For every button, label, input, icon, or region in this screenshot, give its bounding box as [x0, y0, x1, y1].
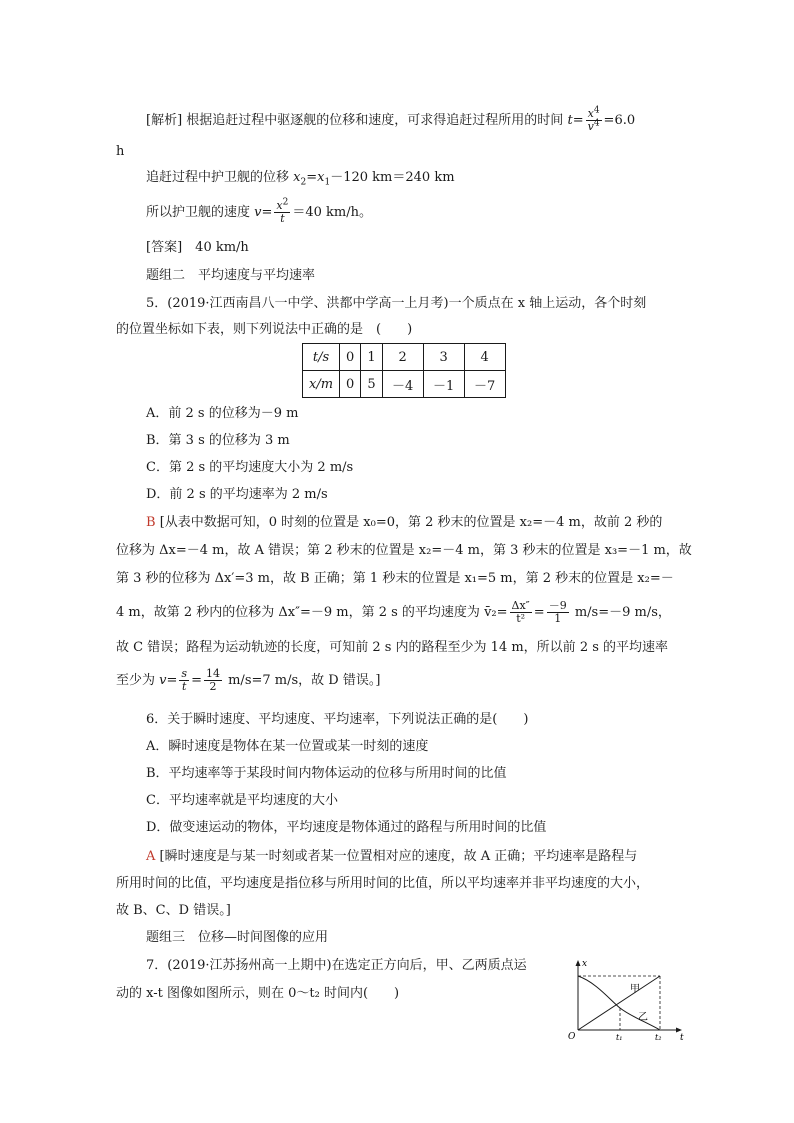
table-header-cell: 0 — [340, 344, 361, 371]
q5-option-b: B．第 3 s 的位移为 3 m — [146, 433, 290, 448]
analysis-bracket: [解析] — [146, 113, 183, 128]
y-axis-label: x — [582, 959, 588, 969]
x2-sub: 2 — [300, 177, 307, 188]
t1-label: t₁ — [616, 1033, 623, 1042]
v-var: v — [254, 205, 262, 220]
frac-den-sup: 4 — [593, 118, 600, 129]
q6-stem: 6．关于瞬时速度、平均速度、平均速率，下列说法正确的是( ) — [146, 712, 529, 727]
q5-explanation-3: 第 3 秒的位移为 Δx′=3 m，故 B 正确；第 1 秒末的位置是 x₁=5 m，第 2 秒末的位置是 x₂=－ — [116, 571, 674, 586]
velocity-pre: 所以护卫舰的速度 — [146, 205, 251, 220]
group2-heading: 题组二 平均速度与平均速率 — [146, 268, 316, 283]
q6-answer-letter: A — [146, 849, 156, 864]
q5-frac3-den: t — [182, 680, 187, 693]
q5-frac3-num: s — [181, 667, 188, 680]
table-cell: －7 — [464, 371, 505, 398]
displacement-rest: －120 km＝240 km — [330, 170, 455, 185]
position-table — [302, 343, 506, 398]
table-cell: 0 — [340, 371, 361, 398]
q5-option-a: A．前 2 s 的位移为－9 m — [146, 406, 299, 421]
q5-option-c: C．第 2 s 的平均速度大小为 2 m/s — [146, 460, 354, 475]
analysis-paragraph — [146, 105, 636, 133]
q5-frac4-den: 2 — [209, 680, 217, 693]
q5-exp6a: 至少为 — [116, 673, 156, 688]
q5-frac2-den: 1 — [554, 612, 562, 625]
x-axis-label: t — [680, 1033, 684, 1042]
frac-num: x — [587, 107, 594, 120]
velocity-rest: ＝40 km/h。 — [292, 205, 373, 220]
answer-line — [146, 240, 249, 256]
q6-explanation-1 — [146, 849, 637, 865]
frac-den: v — [587, 120, 594, 133]
q5-line1: 5．(2019·江西南昌八一中学、洪都中学高一上月考)一个质点在 x 轴上运动，各个时刻 — [146, 296, 647, 311]
q5-frac-2 — [547, 600, 569, 625]
q5-explanation-6 — [116, 668, 380, 693]
frac-num-sup: 4 — [593, 105, 600, 116]
table-header-cell: 2 — [382, 344, 423, 371]
table-cell: 5 — [361, 371, 382, 398]
q5-exp6-v: v= — [159, 673, 178, 688]
q5-explanation-4 — [116, 600, 671, 625]
q5-exp6b: m/s=7 m/s，故 D 错误。] — [228, 673, 381, 688]
q5-frac-3 — [179, 668, 189, 693]
q5-exp4a: 4 m，故第 2 秒内的位移为 Δx″=－9 m，第 2 s 的平均速度为 — [116, 605, 480, 620]
q7-line2: 动的 x-t 图像如图所示，则在 0～t₂ 时间内( ) — [116, 986, 400, 1001]
answer-bracket: [答案] — [146, 240, 183, 255]
x2-var: x — [293, 170, 301, 185]
equals: = — [572, 113, 584, 128]
q5-frac2-num: －9 — [548, 599, 567, 612]
t2-label: t₂ — [655, 1033, 662, 1042]
table-row — [303, 344, 506, 371]
group3-heading: 题组三 位移—时间图像的应用 — [146, 930, 329, 945]
q5-frac1-num: Δx″ — [511, 599, 530, 612]
q6-option-b: B．平均速率等于某段时间内物体运动的位移与所用时间的比值 — [146, 766, 507, 781]
analysis-cont: h — [116, 144, 125, 159]
time-result: =6.0 — [603, 113, 636, 128]
t-variable: t — [567, 113, 573, 128]
x-axis-arrow — [676, 1028, 682, 1033]
velocity-line — [146, 197, 373, 225]
table-header-cell: 1 — [361, 344, 382, 371]
time-fraction — [586, 105, 602, 133]
q6-explanation-2: 所用时间的比值，平均速度是指位移与所用时间的比值，所以平均速率并非平均速度的大小， — [116, 876, 650, 891]
y-axis-arrow — [576, 960, 581, 966]
q5-answer-letter: B — [146, 515, 156, 530]
q7-line1: 7．(2019·江苏扬州高一上期中)在选定正方向后，甲、乙两质点运 — [146, 958, 527, 973]
q5-frac-4 — [204, 668, 222, 693]
analysis-text: 根据追赶过程中驱逐舰的位移和速度，可求得追赶过程所用的时间 — [186, 113, 564, 128]
origin-label: O — [568, 1032, 576, 1042]
q5-frac4-num: 14 — [205, 667, 220, 680]
vel-num: x — [276, 199, 283, 212]
table-row — [303, 371, 506, 398]
vel-den: t — [280, 212, 285, 225]
displacement-line — [146, 170, 455, 186]
q5-option-d: D．前 2 s 的平均速率为 2 m/s — [146, 487, 328, 502]
xt-graph — [566, 958, 690, 1042]
x1-var: x — [317, 170, 325, 185]
table-header-cell: t/s — [303, 344, 340, 371]
label-jia: 甲 — [630, 984, 640, 995]
table-cell: －4 — [382, 371, 423, 398]
q5-explanation-2: 位移为 Δx=－4 m，故 A 错误；第 2 秒末的位置是 x₂=－4 m，第 3 秒末的位置是 x₃=－1 m，故 — [116, 543, 692, 558]
vel-num-sup: 2 — [282, 197, 289, 208]
table-cell: x/m — [303, 371, 340, 398]
velocity-eq: = — [261, 205, 273, 220]
q5-frac-1 — [510, 600, 532, 625]
q5-exp4-eq: = — [533, 605, 545, 620]
q5-explanation-1 — [146, 515, 662, 531]
table-cell: －1 — [423, 371, 464, 398]
q5-frac1-den: t² — [516, 612, 526, 625]
table-header-cell: 4 — [464, 344, 505, 371]
q6-exp1-text: [瞬时速度是与某一时刻或者某一位置相对应的速度，故 A 正确；平均速率是路程与 — [159, 849, 638, 864]
q5-exp4b: m/s=－9 m/s， — [574, 605, 671, 620]
answer-text: 40 km/h — [195, 240, 249, 255]
q5-line2: 的位置坐标如下表，则下列说法中正确的是 ( ) — [116, 322, 413, 337]
table-header-cell: 3 — [423, 344, 464, 371]
q6-option-d: D．做变速运动的物体，平均速度是物体通过的路程与所用时间的比值 — [146, 820, 547, 835]
q5-vbar: v̄₂= — [484, 605, 508, 620]
x1-sub: 1 — [324, 177, 331, 188]
q5-exp6-eq: = — [191, 673, 202, 688]
velocity-fraction — [274, 197, 290, 225]
displacement-pre: 追赶过程中护卫舰的位移 — [146, 170, 290, 185]
eq1: = — [306, 170, 318, 185]
q6-explanation-3: 故 B、C、D 错误。] — [116, 903, 231, 918]
q5-explanation-5: 故 C 错误；路程为运动轨迹的长度，可知前 2 s 内的路程至少为 14 m，所以前 2 s 的平均速率 — [116, 640, 669, 655]
q5-exp1-text: [从表中数据可知，0 时刻的位置是 x₀=0，第 2 秒末的位置是 x₂=－4 m，故前 2 秒的 — [159, 515, 663, 530]
label-yi: 乙 — [638, 1012, 648, 1023]
q6-option-a: A．瞬时速度是物体在某一位置或某一时刻的速度 — [146, 739, 429, 754]
q6-option-c: C．平均速率就是平均速度的大小 — [146, 793, 338, 808]
